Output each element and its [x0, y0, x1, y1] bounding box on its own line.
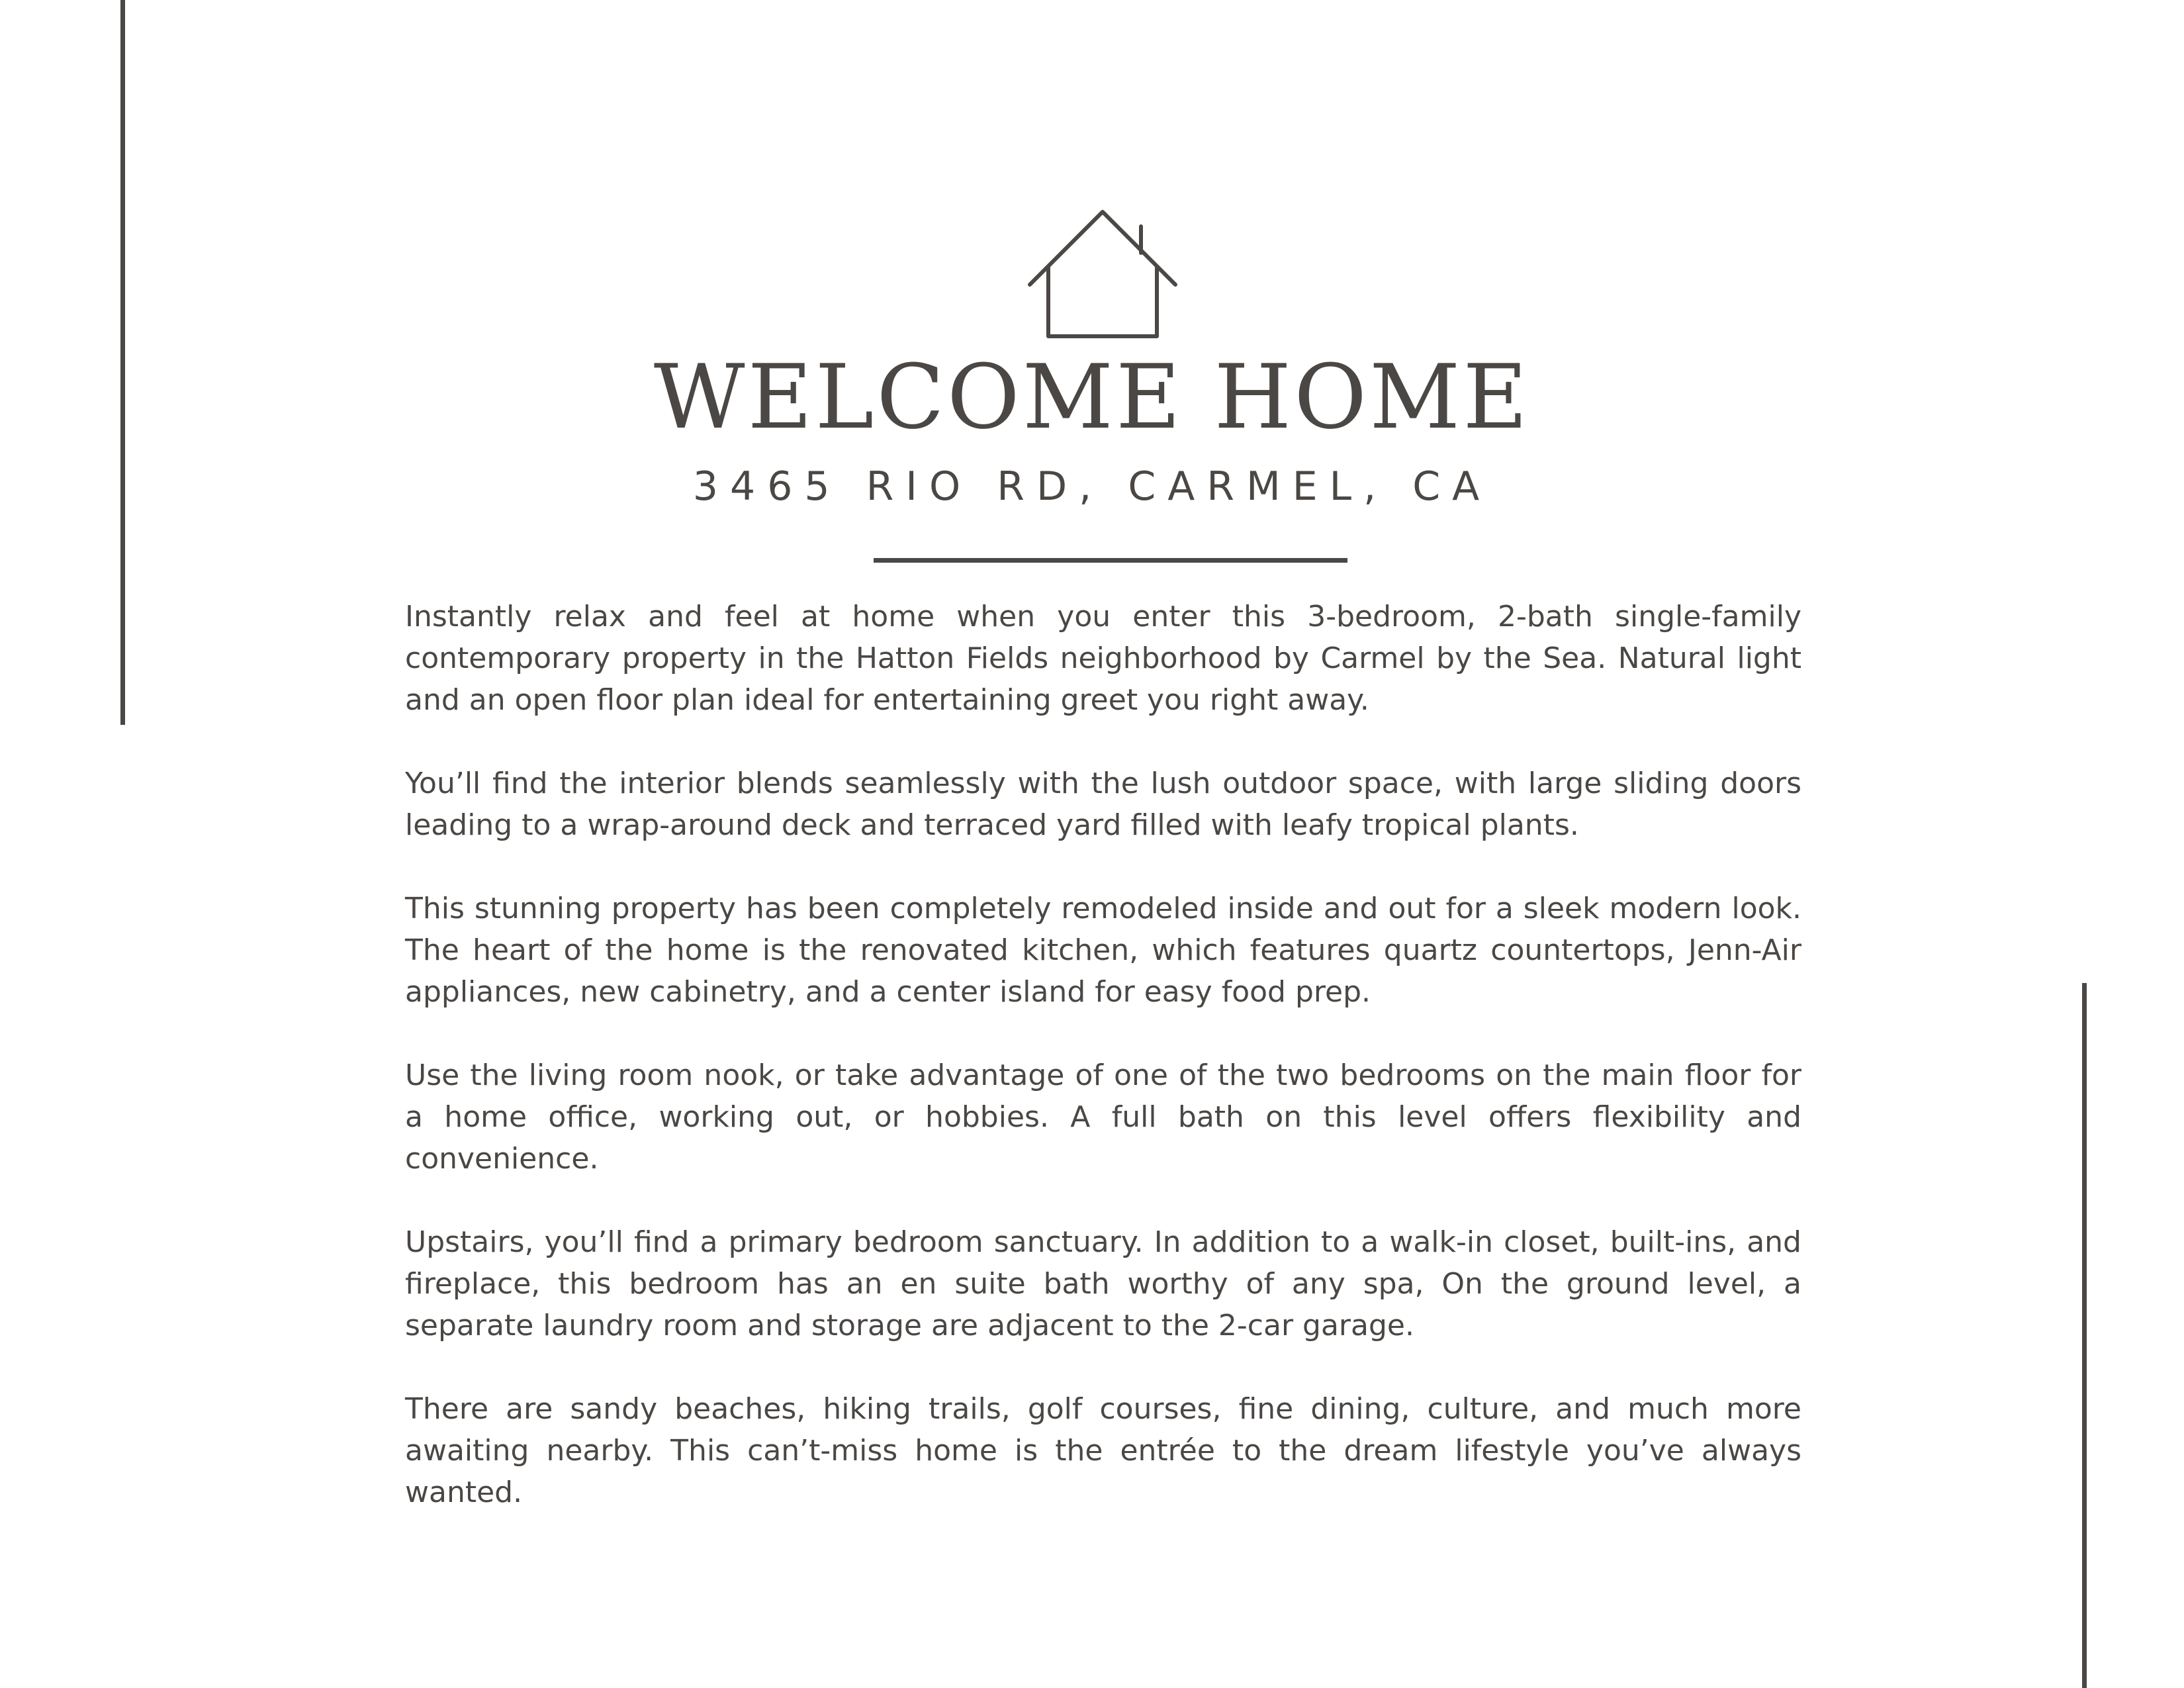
page-title: WELCOME HOME [653, 346, 1531, 449]
description-paragraph: Use the living room nook, or take advantage of one of the two bedrooms on the main floor for a home office, working out, or hobbies. A full bath on this level offers flexibility and convenience. [405, 1058, 1801, 1176]
description-paragraph: You’ll find the interior blends seamlessly with the lush outdoor space, with large sliding doors leading to a wrap-around deck and terraced yard filled with leafy tropical plants. [405, 767, 1801, 842]
house-icon [1024, 205, 1181, 342]
description-paragraph: Instantly relax and feel at home when you enter this 3-bedroom, 2-bath single-family contemporary property in the Hatton Fields neighborhood by Carmel by the Sea. Natural light and an open floor plan ideal for entertaining greet you right away. [405, 600, 1801, 717]
description-paragraph: Upstairs, you’ll find a primary bedroom sanctuary. In addition to a walk-in closet, built-ins, and fireplace, this bedroom has an en suite bath worthy of any spa, On the ground level, a separate laundry room and storage are adjacent to the 2-car garage. [405, 1225, 1801, 1342]
description-paragraph: There are sandy beaches, hiking trails, golf courses, fine dining, culture, and much more awaiting nearby. This can’t-miss home is the entrée to the dream lifestyle you’ve always wanted. [405, 1392, 1801, 1509]
property-description [405, 596, 1801, 1555]
title-divider [874, 558, 1347, 563]
right-vertical-rule [2082, 983, 2087, 1688]
property-address: 3465 RIO RD, CARMEL, CA [692, 463, 1492, 510]
description-paragraph: This stunning property has been completely remodeled inside and out for a sleek modern look. The heart of the home is the renovated kitchen, which features quartz countertops, Jenn-Air appliances, new cabinetry, and a center island for easy food prep. [405, 892, 1801, 1009]
